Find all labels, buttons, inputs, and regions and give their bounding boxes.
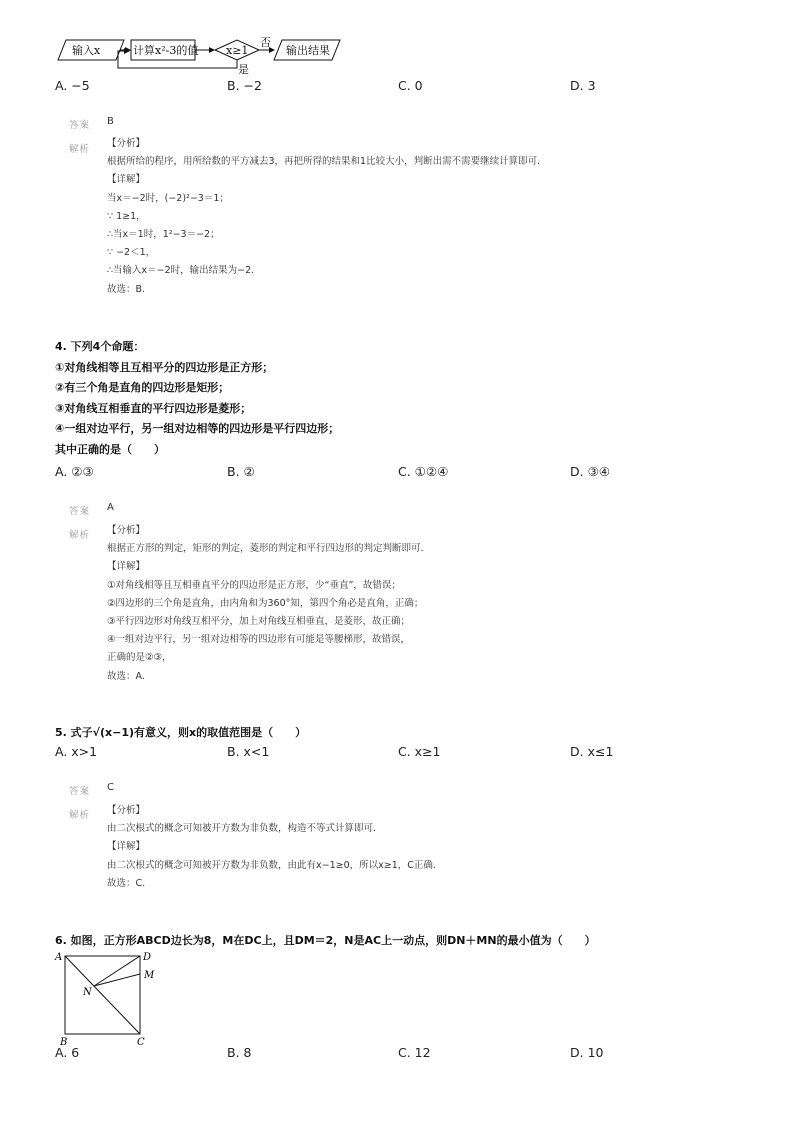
q5-analysis-line: 【详解】: [107, 841, 146, 853]
q4-analysis-line: 【分析】: [107, 525, 146, 536]
q5-analysis: [107, 802, 436, 893]
q4-option-a[interactable]: A. ②③: [55, 464, 94, 479]
q3-answer-label: 答案: [69, 120, 91, 131]
q4-option-b[interactable]: B. ②: [227, 464, 255, 479]
flow-no-label: 否: [260, 36, 271, 49]
q5-option-a[interactable]: A. x>1: [55, 744, 98, 759]
diagonal-ac: [65, 956, 140, 1034]
q3-analysis: [107, 135, 540, 299]
q6-stem: 6. 如图，正方形ABCD边长为8，M在DC上，且DM＝2，N是AC上一动点，则DN＋MN的最小值为（ ）: [55, 934, 596, 947]
q5-analysis-line: 【分析】: [107, 805, 146, 816]
q3-analysis-line: 当x＝−2时，(−2)²−3＝1；: [107, 192, 229, 204]
q4-answer-value: A: [107, 502, 114, 513]
q4-line: ③对角线互相垂直的平行四边形是菱形；: [55, 401, 252, 415]
q5-analysis-label: 解析: [69, 810, 91, 821]
q5-analysis-line: 故选：C.: [107, 877, 146, 889]
q5-answer-value: C: [107, 782, 114, 793]
q3-analysis-line: 【详解】: [107, 174, 146, 186]
flowchart: [50, 36, 350, 78]
q4-analysis: [107, 522, 424, 686]
q4-analysis-line: 【详解】: [107, 561, 146, 573]
q3-analysis-line: ∵ −2＜1，: [107, 247, 156, 259]
segment-dn: [94, 956, 140, 986]
q5-analysis-line: 由二次根式的概念可知被开方数为非负数，由此有x−1≥0，所以x≥1，C正确.: [107, 859, 436, 871]
label-m: M: [144, 970, 155, 981]
q3-answer-value: B: [107, 116, 114, 127]
q4-analysis-line: ②四边形的三个角是直角，由内角和为360°知，第四个角必是直角，正确；: [107, 597, 424, 609]
q3-analysis-line: 故选：B.: [107, 283, 146, 295]
q4-analysis-label: 解析: [69, 530, 91, 541]
q3-analysis-label: 解析: [69, 144, 91, 155]
flow-yes-label: 是: [238, 63, 249, 76]
q4-line: ④一组对边平行，另一组对边相等的四边形是平行四边形；: [55, 422, 340, 436]
q4-analysis-line: 根据正方形的判定，矩形的判定，菱形的判定和平行四边形的判定判断即可.: [107, 543, 424, 555]
q6-option-c[interactable]: C. 12: [398, 1045, 431, 1060]
q4-analysis-line: 故选：A.: [107, 670, 145, 682]
q6-option-a[interactable]: A. 6: [55, 1045, 80, 1060]
q5-option-b[interactable]: B. x<1: [227, 744, 270, 759]
segment-mn: [94, 974, 140, 986]
q3-analysis-line: ∴当x＝1时，1²−3＝−2；: [107, 229, 220, 241]
q4-analysis-line: ③平行四边形对角线互相平分，加上对角线互相垂直，是菱形，故正确；: [107, 616, 411, 628]
label-c: C: [137, 1037, 145, 1048]
flow-input-text: 输入x: [72, 44, 101, 57]
q3-analysis-line: 根据所给的程序，用所给数的平方减去3，再把所得的结果和1比较大小，判断出需不需要继续计算即可.: [107, 156, 541, 168]
q4-question: [55, 337, 339, 461]
q3-option-a[interactable]: A. −5: [55, 78, 90, 93]
q4-line: ②有三个角是直角的四边形是矩形；: [55, 381, 230, 395]
q4-line: 4. 下列4个命题：: [55, 340, 145, 353]
q6-option-d[interactable]: D. 10: [570, 1045, 604, 1060]
label-b: B: [60, 1037, 68, 1048]
q3-option-d[interactable]: D. 3: [570, 78, 596, 93]
q5-stem: 5. 式子√(x−1)有意义，则x的取值范围是（ ）: [55, 726, 307, 739]
q3-analysis-line: ∵ 1≥1，: [107, 210, 146, 222]
q4-analysis-line: ④一组对边平行，另一组对边相等的四边形有可能是等腰梯形，故错误，: [107, 634, 411, 646]
q3-analysis-line: ∴当输入x＝−2时，输出结果为−2.: [107, 265, 255, 277]
q5-option-c[interactable]: C. x≥1: [398, 744, 441, 759]
q4-line: 其中正确的是（ ）: [55, 442, 165, 456]
label-n: N: [83, 987, 92, 998]
square-figure: [50, 948, 165, 1048]
q5-analysis-line: 由二次根式的概念可知被开方数为非负数，构造不等式计算即可.: [107, 823, 377, 835]
q6-option-b[interactable]: B. 8: [227, 1045, 252, 1060]
q3-analysis-line: 【分析】: [107, 138, 146, 149]
q4-option-c[interactable]: C. ①②④: [398, 464, 449, 479]
label-d: D: [143, 952, 152, 963]
q4-answer-label: 答案: [69, 506, 91, 517]
q4-line: ①对角线相等且互相平分的四边形是正方形；: [55, 360, 274, 374]
q3-option-c[interactable]: C. 0: [398, 78, 423, 93]
q3-option-b[interactable]: B. −2: [227, 78, 262, 93]
q5-answer-label: 答案: [69, 786, 91, 797]
label-a: A: [55, 952, 63, 963]
q4-analysis-line: ①对角线相等且互相垂直平分的四边形是正方形，少“垂直”，故错误；: [107, 579, 401, 591]
flow-output-text: 输出结果: [286, 44, 330, 57]
flow-condition-text: x≥1: [226, 44, 249, 57]
q5-option-d[interactable]: D. x≤1: [570, 744, 614, 759]
q4-analysis-line: 正确的是②③，: [107, 652, 172, 664]
flow-compute-text: 计算x²-3的值: [133, 44, 199, 57]
q4-option-d[interactable]: D. ③④: [570, 464, 610, 479]
